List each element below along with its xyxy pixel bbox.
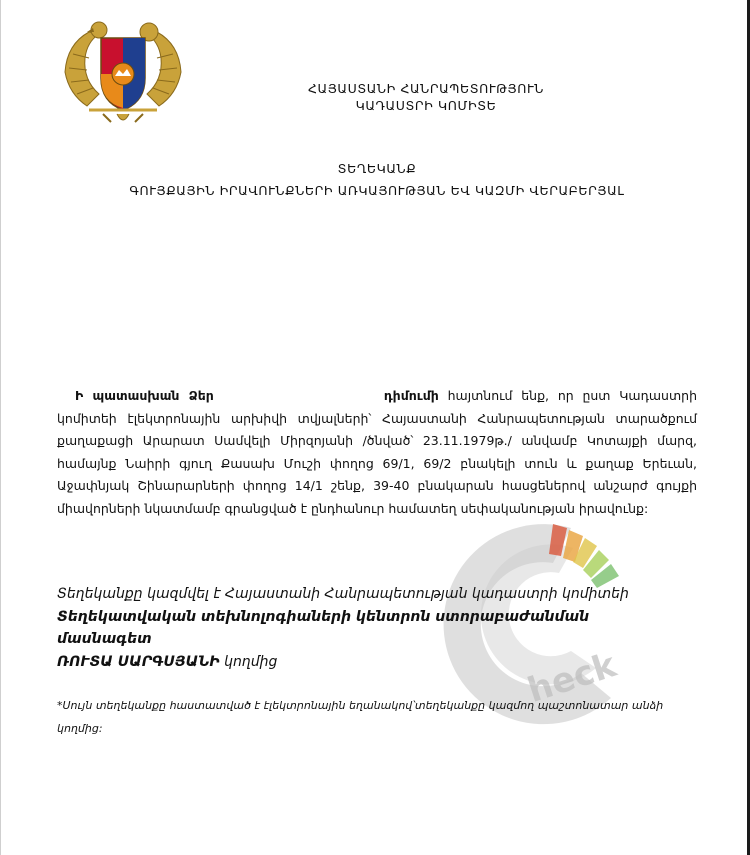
organization-header [296, 80, 556, 114]
org-name-line-2: ԿԱԴԱՍՏՐԻ ԿՈՄԻՏԵ [355, 98, 497, 113]
signature-block [57, 583, 697, 673]
signature-line-3: մասնագետ [57, 631, 152, 647]
signature-line-4 [57, 651, 697, 674]
body-main-text: հայտնում ենք, որ ըստ Կադաստրի կոմիտեի էլեկտրոնային արխիվի տվյալների՝ Հայաստանի Հանրապետության տարածքում քաղաքացի Արարատ Սամվելի Միրզոյանի /ծնված՝ 23.11.1979թ./ անվամբ Կոտայքի մարզ, համայնք Նաիրի գյուղ Քասախ Մուշի փողոց 69/1, 69/2 բնակելի տուն և քաղաք Երեւան, Աջափնյակ Շինարարների փողոց 14/1 շենք, 39-40 բնակարան հասցեներով անշարժ գույքի միավորների նկատմամբ գրանցված է ընդհանուր համատեղ սեփականության իրավունք: [57, 388, 697, 516]
title-line-2: ԳՈՒՅՔԱՅԻՆ ԻՐԱՎՈՒՆՔՆԵՐԻ ԱՌԿԱՅՈՒԹՅԱՆ ԵՎ ԿԱԶՄԻ ՎԵՐԱԲԵՐՅԱԼ [129, 183, 625, 198]
org-name-line-1: ՀԱՅԱՍՏԱՆԻ ՀԱՆՐԱՊԵՏՈՒԹՅՈՒՆ [308, 81, 544, 96]
watermark-text: heck [522, 645, 621, 711]
signatory-name: ՌՈՒՏԱ ՍԱՐԳՍՅԱՆԻ [57, 653, 220, 670]
electronic-approval-note: *Սույն տեղեկանքը հաստատված է էլեկտրոնային եղանակով՝տեղեկանքը կազմող պաշտոնատար անձի կողմից: [57, 699, 664, 735]
body-paragraph [57, 385, 697, 521]
signature-line-2: Տեղեկատվական տեխնոլոգիաների կենտրոն ստորաբաժանման [57, 608, 590, 625]
signatory-by: կողմից [224, 653, 278, 670]
title-line-1: ՏԵՂԵԿԱՆՔ [337, 161, 417, 176]
document-title [57, 158, 697, 202]
signature-line-1: Տեղեկանքը կազմվել է Հայաստանի Հանրապետության կադաստրի կոմիտեի [57, 586, 629, 602]
body-request-word: դիմումի [383, 388, 439, 403]
body-lead: Ի պատասխան Ձեր [75, 388, 214, 403]
armenia-coat-of-arms-icon [59, 14, 187, 130]
